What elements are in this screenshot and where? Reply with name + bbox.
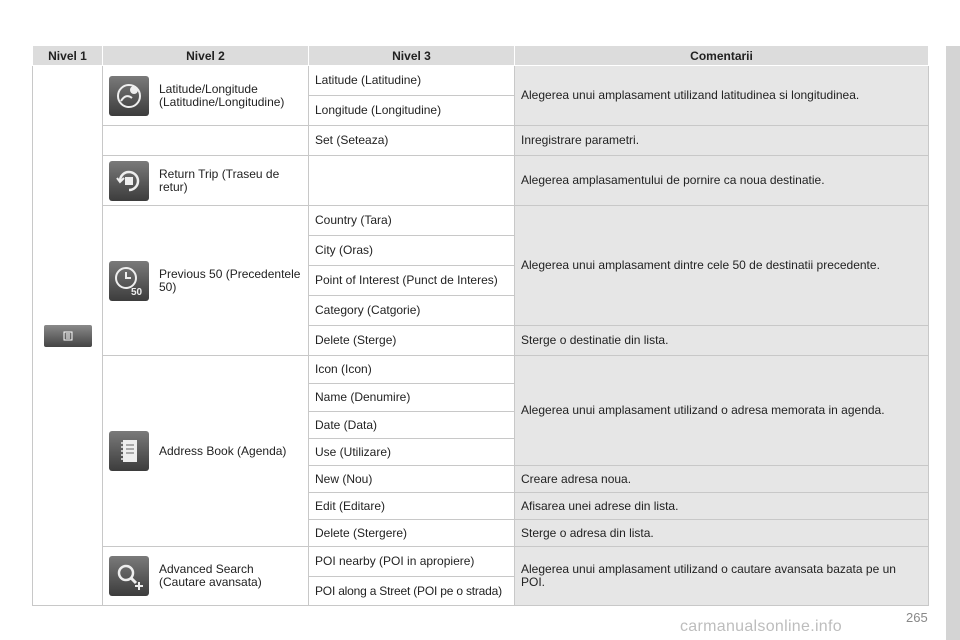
watermark: carmanualsonline.info (680, 618, 842, 635)
comment-cell: Creare adresa noua. (515, 466, 929, 493)
level3-item: Name (Denumire) (309, 384, 515, 412)
header-comments: Comentarii (515, 46, 929, 66)
advanced-search-icon (109, 556, 149, 596)
level3-item: Use (Utilizare) (309, 439, 515, 466)
header-level1: Nivel 1 (33, 46, 103, 66)
comment-cell: Alegerea unui amplasament utilizand latitudinea si longitudinea. (515, 66, 929, 126)
level2-cell (103, 356, 309, 547)
level2-cell-empty (103, 126, 309, 156)
level2-label: Return Trip (Traseu de retur) (159, 166, 280, 194)
header-level2: Nivel 2 (103, 46, 309, 66)
comment-cell: Sterge o destinatie din lista. (515, 326, 929, 356)
comment-cell: Alegerea unui amplasament dintre cele 50 de destinatii precedente. (515, 206, 929, 326)
level2-label: Advanced Search (Cautare avansata) (159, 562, 262, 589)
return-trip-icon (109, 161, 149, 201)
level3-item: Set (Seteaza) (309, 126, 515, 156)
level2-cell (103, 156, 309, 206)
table-row (33, 356, 929, 384)
level3-item: POI nearby (POI in apropiere) (309, 547, 515, 577)
comment-cell: Inregistrare parametri. (515, 126, 929, 156)
level3-empty (309, 156, 515, 206)
navigation-menu-icon (44, 325, 92, 347)
page-edge-strip (946, 46, 960, 640)
level3-item: POI along a Street (POI pe o strada) (309, 577, 515, 606)
address-book-icon (109, 431, 149, 471)
page-number: 265 (906, 610, 928, 625)
table-row (33, 547, 929, 577)
level2-label: Previous 50 (Precedentele 50) (159, 266, 301, 294)
level1-cell (33, 66, 103, 606)
level3-item: Delete (Sterge) (309, 326, 515, 356)
level2-cell (103, 206, 309, 356)
table-row (33, 156, 929, 206)
level2-cell (103, 547, 309, 606)
level3-item: Delete (Stergere) (309, 520, 515, 547)
level3-item: City (Oras) (309, 236, 515, 266)
level3-item: Longitude (Longitudine) (309, 96, 515, 126)
comment-cell: Sterge o adresa din lista. (515, 520, 929, 547)
comment-cell: Alegerea unui amplasament utilizand o adresa memorata in agenda. (515, 356, 929, 466)
svg-text:50: 50 (131, 286, 143, 297)
table-row (33, 126, 929, 156)
table-row (33, 206, 929, 236)
comment-cell: Alegerea amplasamentului de pornire ca noua destinatie. (515, 156, 929, 206)
level3-item: New (Nou) (309, 466, 515, 493)
table-header-row (33, 46, 929, 66)
level2-cell (103, 66, 309, 126)
level2-label: Latitude/Longitude (Latitudine/Longitudine) (159, 81, 285, 109)
navigation-menu-table (32, 45, 929, 606)
comment-cell: Afisarea unei adrese din lista. (515, 493, 929, 520)
level2-label: Address Book (Agenda) (159, 443, 287, 458)
level3-item: Country (Tara) (309, 206, 515, 236)
table-row (33, 66, 929, 96)
header-level3: Nivel 3 (309, 46, 515, 66)
level3-item: Category (Catgorie) (309, 296, 515, 326)
history-50-icon (109, 261, 149, 301)
level3-item: Point of Interest (Punct de Interes) (309, 266, 515, 296)
level3-item: Icon (Icon) (309, 356, 515, 384)
level3-item: Latitude (Latitudine) (309, 66, 515, 96)
comment-cell: Alegerea unui amplasament utilizand o cautare avansata bazata pe un POI. (515, 547, 929, 606)
level3-item: Edit (Editare) (309, 493, 515, 520)
level3-item: Date (Data) (309, 412, 515, 439)
globe-icon (109, 76, 149, 116)
